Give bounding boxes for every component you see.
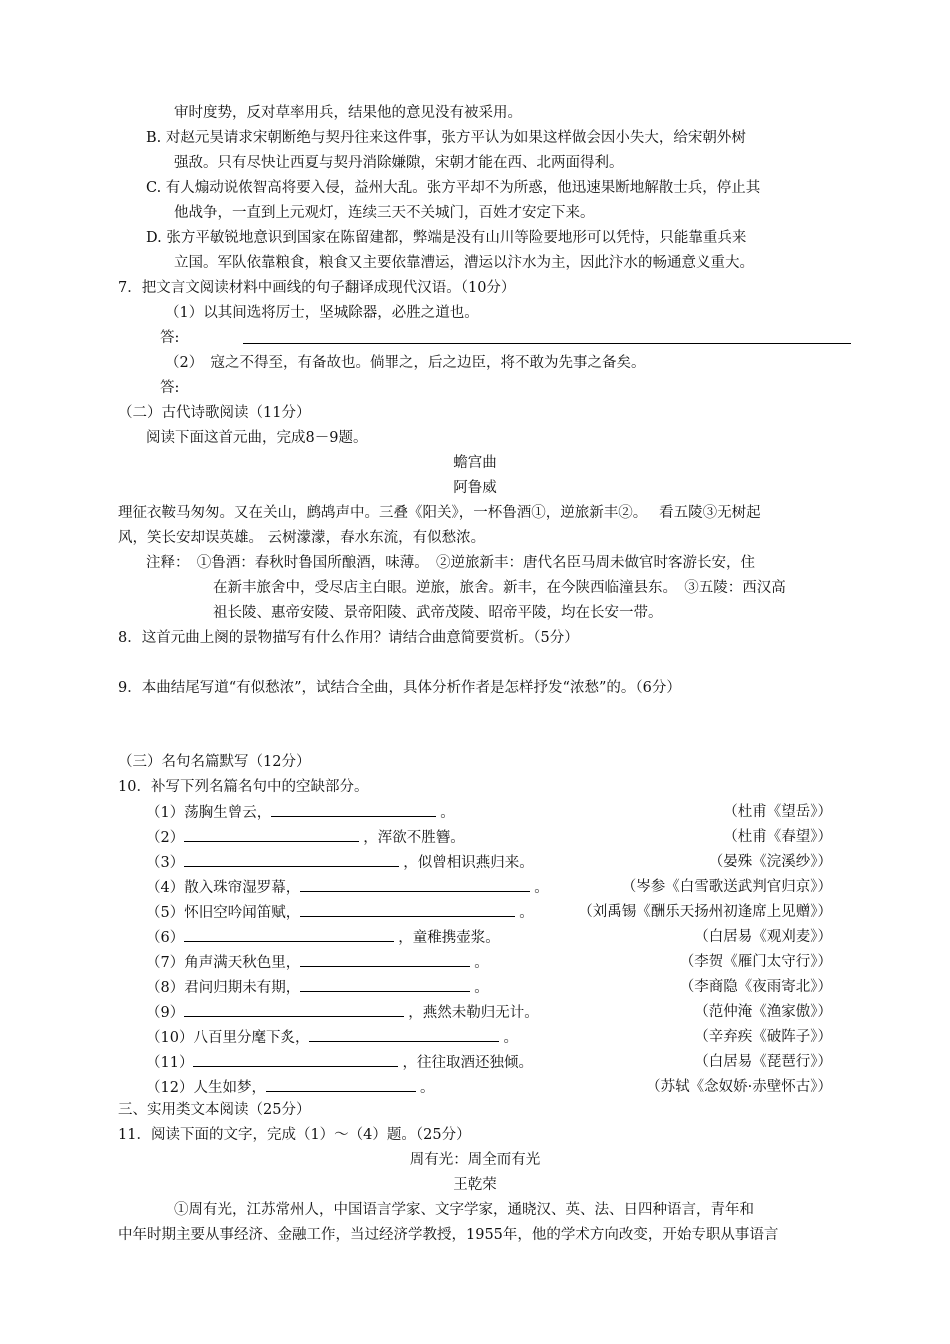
q7-stem: 7．把文言文阅读材料中画线的句子翻译成现代汉语。（10分） (118, 280, 516, 296)
q10-stem: 10．补写下列名篇名句中的空缺部分。 (118, 779, 369, 795)
article-title: 周有光：周全而有光 (409, 1152, 541, 1168)
dictation-item-number: （3） (146, 855, 185, 871)
q8-stem: 8．这首元曲上阕的景物描写有什么作用？请结合曲意简要赏析。（5分） (118, 630, 579, 646)
q7-sentence-1: （1）以其间选将厉士，坚城除器，必胜之道也。 (165, 305, 479, 321)
dictation-item-suffix: ，往往取酒还独倾。 (402, 1055, 533, 1071)
dictation-item-number: （7） (146, 955, 185, 971)
dictation-item-source: （杜甫《望岳》） (723, 804, 832, 820)
dictation-item-number: （1） (146, 805, 185, 821)
dictation-item-suffix: ，童稚携壶浆。 (398, 930, 500, 946)
dictation-item (146, 952, 489, 973)
q6-option-d-cont: 立国。军队依靠粮食，粮食又主要依靠漕运，漕运以汴水为主，因此汴水的畅通意义重大。 (174, 255, 754, 271)
dictation-item-suffix: 。 (519, 905, 534, 921)
dictation-item-source: （李商隐《夜雨寄北》） (679, 979, 832, 995)
dictation-item (146, 1052, 533, 1073)
dictation-blank[interactable] (300, 952, 470, 967)
dictation-blank[interactable] (184, 927, 394, 942)
dictation-item-suffix: ，似曾相识燕归来。 (403, 855, 534, 871)
poem-note-1: 注释： ①鲁酒：春秋时鲁国所酿酒，味薄。 ②逆旅新丰：唐代名臣马周未做官时客游长安，住 (146, 555, 755, 571)
dictation-item-prefix: 人生如梦， (193, 1080, 266, 1096)
dictation-item-prefix: 怀旧空吟闻笛赋， (184, 905, 301, 921)
poem-title: 蟾宫曲 (453, 455, 497, 471)
dictation-item-suffix: 。 (503, 1030, 518, 1046)
dictation-item-suffix: 。 (419, 1080, 435, 1096)
dictation-item (146, 1002, 539, 1023)
q6-option-c: C. 有人煽动说侬智高将要入侵，益州大乱。张方平却不为所惑，他迅速果断地解散士兵，停止其 (146, 180, 761, 196)
dictation-item-prefix: 荡胸生曾云， (184, 805, 272, 821)
poem-body-1: 理征衣鞍马匆匆。又在关山，鹧鸪声中。三叠《阳关》，一杯鲁酒①，逆旅新丰②。 看五陵③无树起 (118, 505, 761, 521)
dictation-item-prefix: 八百里分麾下炙， (193, 1030, 310, 1046)
q7-sentence-2: （2） 寇之不得至，有备故也。倘罪之，后之边臣，将不敢为先事之备矣。 (165, 355, 646, 371)
dictation-blank[interactable] (300, 902, 515, 917)
dictation-item (146, 927, 500, 948)
dictation-item-source: （杜甫《春望》） (723, 829, 832, 845)
dictation-blank[interactable] (300, 977, 470, 992)
dictation-item (146, 802, 455, 823)
article-para-1: ①周有光，江苏常州人，中国语言学家、文字学家，通晓汉、英、法、日四种语言，青年和 (174, 1202, 754, 1218)
dictation-item-prefix: 散入珠帘湿罗幕， (184, 880, 301, 896)
dictation-item-source: （白居易《观刈麦》） (694, 929, 832, 945)
dictation-item-number: （2） (146, 830, 185, 846)
dictation-item-prefix: 角声满天秋色里， (184, 955, 301, 971)
poem-note-2: 在新丰旅舍中，受尽店主白眼。逆旅，旅舍。新丰，在今陕西临潼县东。 ③五陵：西汉高 (213, 580, 786, 596)
dictation-item-number: （11） (146, 1055, 194, 1071)
dictation-item-number: （5） (146, 905, 185, 921)
dictation-item-suffix: 。 (534, 880, 549, 896)
article-para-1-cont: 中年时期主要从事经济、金融工作，当过经济学教授，1955年，他的学术方向改变，开始专职从事语言 (118, 1227, 779, 1243)
dictation-item-source: （白居易《琵琶行》） (694, 1054, 832, 1070)
dictation-item-number: （9） (146, 1005, 185, 1021)
dictation-blank[interactable] (184, 827, 359, 842)
dictation-item (146, 827, 465, 848)
dictation-blank[interactable] (193, 1052, 398, 1067)
practical-heading: 三、实用类文本阅读（25分） (118, 1102, 311, 1118)
dictation-item (146, 1027, 518, 1048)
dictation-item-suffix: ，浑欲不胜簪。 (363, 830, 465, 846)
q6-option-a-cont: 审时度势，反对草率用兵，结果他的意见没有被采用。 (174, 105, 522, 121)
poem-body-2: 风，笑长安却误英雄。 云树濛濛，春水东流，有似愁浓。 (118, 530, 486, 546)
q6-option-d: D. 张方平敏锐地意识到国家在陈留建都，弊端是没有山川等险要地形可以凭恃，只能靠重兵来 (146, 230, 747, 246)
dictation-blank[interactable] (309, 1027, 499, 1042)
poem-note-3: 祖长陵、惠帝安陵、景帝阳陵、武帝茂陵、昭帝平陵，均在长安一带。 (213, 605, 663, 621)
dictation-item (146, 1077, 434, 1098)
q6-option-b-cont: 强敌。只有尽快让西夏与契丹消除嫌隙，宋朝才能在西、北两面得利。 (174, 155, 624, 171)
dictation-item-source: （岑参《白雪歌送武判官归京》） (621, 879, 832, 895)
dictation-blank[interactable] (184, 852, 399, 867)
dictation-item-number: （4） (146, 880, 185, 896)
q6-option-b: B. 对赵元昊请求宋朝断绝与契丹往来这件事，张方平认为如果这样做会因小失大，给宋朝外树 (146, 130, 746, 146)
dictation-item-number: （8） (146, 980, 185, 996)
dictation-item-suffix: 。 (474, 980, 489, 996)
dictation-item-source: （苏轼《念奴娇·赤壁怀古》） (646, 1079, 832, 1095)
q6-option-c-cont: 他战争，一直到上元观灯，连续三天不关城门，百姓才安定下来。 (174, 205, 595, 221)
dictation-item-number: （10） (146, 1030, 194, 1046)
q7-answer-line-1[interactable] (243, 343, 851, 344)
dictation-item (146, 902, 534, 923)
q7-answer-label-1: 答: (160, 330, 180, 346)
article-author: 王乾荣 (453, 1177, 497, 1193)
dictation-item (146, 852, 534, 873)
dictation-item-source: （范仲淹《渔家傲》） (694, 1004, 832, 1020)
q11-stem: 11．阅读下面的文字，完成（1）～（4）题。（25分） (118, 1127, 471, 1143)
poetry-heading: （二）古代诗歌阅读（11分） (118, 405, 311, 421)
dictation-item (146, 877, 549, 898)
dictation-blank[interactable] (271, 802, 436, 817)
q7-answer-label-2: 答: (160, 380, 180, 396)
dictation-item-source: （李贺《雁门太守行》） (679, 954, 832, 970)
dictation-heading: （三）名句名篇默写（12分） (118, 754, 311, 770)
dictation-item-prefix: 君问归期未有期， (184, 980, 301, 996)
dictation-item-source: （晏殊《浣溪纱》） (708, 854, 832, 870)
dictation-blank[interactable] (300, 877, 530, 892)
dictation-blank[interactable] (266, 1077, 416, 1092)
dictation-item-number: （6） (146, 930, 185, 946)
dictation-item-source: （辛弃疾《破阵子》） (694, 1029, 832, 1045)
dictation-item-suffix: ，燕然未勒归无计。 (408, 1005, 539, 1021)
dictation-item-source: （刘禹锡《酬乐天扬州初逢席上见赠》） (578, 904, 832, 920)
q9-stem: 9．本曲结尾写道“有似愁浓”，试结合全曲，具体分析作者是怎样抒发“浓愁”的。（6分） (118, 680, 681, 696)
dictation-item (146, 977, 489, 998)
poetry-intro: 阅读下面这首元曲，完成8－9题。 (146, 430, 368, 446)
dictation-item-suffix: 。 (474, 955, 489, 971)
poem-author: 阿鲁威 (453, 480, 497, 496)
dictation-blank[interactable] (184, 1002, 404, 1017)
dictation-item-number: （12） (146, 1080, 194, 1096)
dictation-item-suffix: 。 (440, 805, 455, 821)
